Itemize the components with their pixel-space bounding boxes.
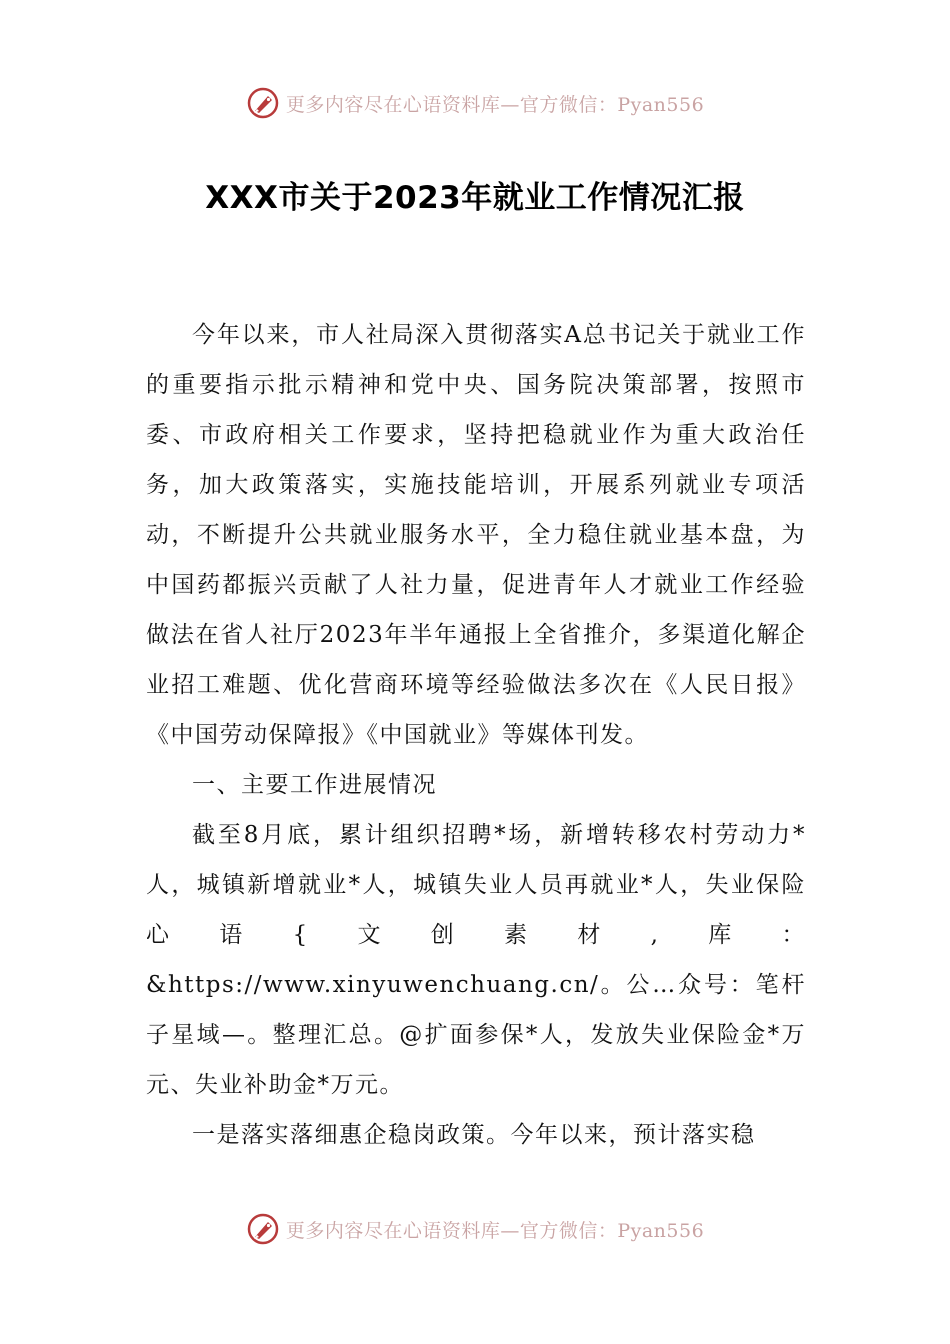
pen-nib-logo-icon xyxy=(246,1212,280,1246)
policy-paragraph: 一是落实落细惠企稳岗政策。今年以来，预计落实稳 xyxy=(192,1122,756,1148)
pen-nib-logo-icon xyxy=(246,86,280,120)
progress-paragraph: 截至8月底，累计组织招聘*场，新增转移农村劳动力*人，城镇新增就业*人，城镇失业人员再就业*人，失业保险心语{文创素材,库：&https://www.xinyuwenchuang.cn/。公…众号：笔杆子星域—。整理汇总。@扩面参保*人，发放失业保险金*万元、失业补助金*万元。 xyxy=(146,822,806,1098)
header-watermark xyxy=(0,83,950,123)
document-body xyxy=(146,310,806,1160)
intro-paragraph: 今年以来，市人社局深入贯彻落实A总书记关于就业工作的重要指示批示精神和党中央、国务院决策部署，按照市委、市政府相关工作要求，坚持把稳就业作为重大政治任务，加大政策落实，实施技能培训，开展系列就业专项活动，不断提升公共就业服务水平，全力稳住就业基本盘，为中国药都振兴贡献了人社力量，促进青年人才就业工作经验做法在省人社厅2023年半年通报上全省推介，多渠道化解企业招工难题、优化营商环境等经验做法多次在《人民日报》《中国劳动保障报》《中国就业》等媒体刊发。 xyxy=(146,322,806,748)
watermark-text: 更多内容尽在心语资料库—官方微信：Pyan556 xyxy=(285,93,705,116)
watermark-text: 更多内容尽在心语资料库—官方微信：Pyan556 xyxy=(285,1219,705,1242)
footer-watermark xyxy=(0,1209,950,1249)
document-title: XXX市关于2023年就业工作情况汇报 xyxy=(205,180,745,216)
section-heading: 一、主要工作进展情况 xyxy=(192,772,437,798)
